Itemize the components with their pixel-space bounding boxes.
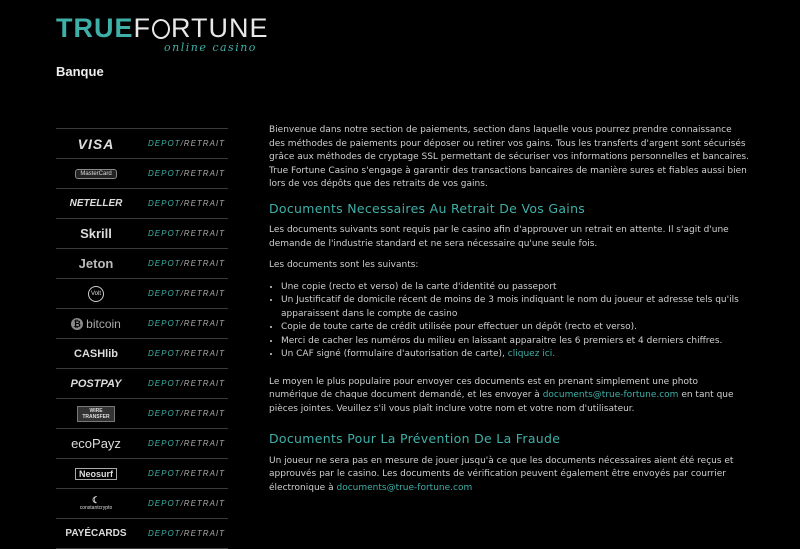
volt-logo: Volt	[56, 286, 136, 302]
deposit-withdraw-link[interactable]: DEPOT/RETRAIT	[148, 499, 226, 508]
section-heading-withdrawal-documents: Documents Necessaires Au Retrait De Vos Gains	[269, 200, 586, 216]
payment-row	[56, 368, 228, 398]
constantcrypto-logo: ☾ constantcrypto	[79, 495, 113, 511]
paragraph: Les documents suivants sont requis par le casino afin d'approuver un retrait en attente. Il s'agit d'une demande de l'industrie standard et ne sera nécessaire qu'une seule fois.	[269, 225, 729, 249]
neteller-logo: NETELLER	[69, 198, 123, 209]
section-heading-fraud-prevention: Documents Pour La Prévention De La Fraude	[269, 431, 561, 446]
moon-icon: ☾	[91, 495, 101, 505]
payment-row	[56, 398, 228, 428]
deposit-withdraw-link[interactable]: DEPOT/RETRAIT	[148, 139, 226, 148]
neosurf-logo: Neosurf	[56, 468, 136, 480]
deposit-withdraw-link[interactable]: DEPOT/RETRAIT	[148, 349, 226, 358]
deposit-withdraw-link[interactable]: DEPOT/RETRAIT	[148, 469, 226, 478]
deposit-withdraw-link[interactable]: DEPOT/RETRAIT	[148, 289, 226, 298]
deposit-withdraw-link[interactable]: DEPOT/RETRAIT	[148, 229, 226, 238]
payment-row	[56, 188, 228, 218]
logo-rtune-text: RTUNE	[171, 13, 269, 43]
deposit-withdraw-link[interactable]: DEPOT/RETRAIT	[148, 319, 226, 328]
logo-wordmark	[56, 14, 269, 42]
deposit-withdraw-link[interactable]: DEPOT/RETRAIT	[148, 259, 226, 268]
payment-row	[56, 488, 228, 518]
casino-logo[interactable]	[56, 13, 269, 54]
payment-row	[56, 128, 228, 158]
list-item: • Copie de toute carte de crédit utilisée pour effectuer un dépôt (recto et verso).	[281, 321, 749, 335]
payment-row	[56, 248, 228, 278]
crystal-ball-icon	[152, 19, 170, 39]
logo-f-text: F	[133, 13, 151, 43]
logo-subtitle: online casino	[164, 41, 257, 54]
payment-row	[56, 428, 228, 458]
deposit-withdraw-link[interactable]: DEPOT/RETRAIT	[148, 169, 226, 178]
skrill-logo: Skrill	[80, 226, 112, 241]
ecopayz-logo: ecoPayz	[71, 436, 121, 451]
caf-form-link[interactable]: cliquez ici.	[507, 349, 556, 359]
deposit-withdraw-link[interactable]: DEPOT/RETRAIT	[148, 199, 226, 208]
paragraph: Le moyen le plus populaire pour envoyer ces documents est en prenant simplement une photo numérique de chaque document demandé, et les envoyer à documents@true-fortune.com en tant que pièces jointes. Veuillez s'il vous plaît inclure votre nom et votre nom d'utilisateur.	[269, 376, 734, 414]
page-title: Banque	[56, 64, 104, 79]
payment-row	[56, 338, 228, 368]
jeton-logo: Jeton	[78, 256, 114, 271]
wire-transfer-logo: WIRE TRANSFER	[56, 406, 136, 422]
list-item: • Un CAF signé (formulaire d'autorisation de carte), cliquez ici.	[281, 348, 749, 362]
paragraph: Un joueur ne sera pas en mesure de jouer jusqu'à ce que les documents nécessaires aient été reçus et approuvés par le casino. Les documents de vérification peuvent également être envoyés par courrier électronique à documents@true-fortune.com	[269, 455, 734, 493]
payment-methods-table	[56, 128, 228, 549]
deposit-withdraw-link[interactable]: DEPOT/RETRAIT	[148, 379, 226, 388]
documents-list	[269, 281, 749, 362]
banking-content	[269, 124, 749, 503]
payment-row	[56, 218, 228, 248]
email-link[interactable]: documents@true-fortune.com	[336, 482, 473, 493]
mastercard-logo: MasterCard	[56, 169, 136, 179]
payment-row	[56, 518, 228, 549]
paragraph: Les documents sont les suivants:	[269, 260, 419, 270]
bitcoin-icon: ₿	[71, 318, 83, 330]
email-link[interactable]: documents@true-fortune.com	[542, 390, 679, 400]
deposit-withdraw-link[interactable]: DEPOT/RETRAIT	[148, 439, 226, 448]
visa-logo: VISA	[77, 135, 115, 152]
list-item: • Un Justificatif de domicile récent de moins de 3 mois indiquant le nom du joueur et adresse tels qu'ils apparaissent dans le compte de casino	[281, 294, 749, 321]
payment-row	[56, 308, 228, 338]
payment-row	[56, 158, 228, 188]
payment-row	[56, 278, 228, 308]
payecards-logo: PAYÉCARDS	[65, 528, 127, 539]
intro-paragraph: Bienvenue dans notre section de paiements, section dans laquelle vous pourrez prendre connaissance des méthodes de paiements pour déposer ou retirer vos gains. Tous les transferts d'argent sont sécurisés grâce aux méthodes de cryptage SSL permettant de sécuriser vos informations personnelles et bancaires. True Fortune Casino s'engage à garantir des transactions bancaires de manière sures et fiables aussi bien lors de vos dépôts que des retraits de vos gains.	[269, 125, 749, 189]
postpay-logo: POSTPAY	[70, 377, 122, 390]
list-item: • Une copie (recto et verso) de la carte d'identité ou passeport	[281, 281, 749, 295]
deposit-withdraw-link[interactable]: DEPOT/RETRAIT	[148, 409, 226, 418]
cashlib-logo: CASHlib	[74, 347, 118, 360]
list-item: • Merci de cacher les numéros du milieu en laissant apparaitre les 6 premiers et 4 derniers chiffres.	[281, 335, 749, 349]
logo-true-text: TRUE	[56, 13, 134, 43]
payment-row	[56, 458, 228, 488]
bitcoin-logo: ₿ bitcoin	[56, 317, 136, 331]
deposit-withdraw-link[interactable]: DEPOT/RETRAIT	[148, 529, 226, 538]
